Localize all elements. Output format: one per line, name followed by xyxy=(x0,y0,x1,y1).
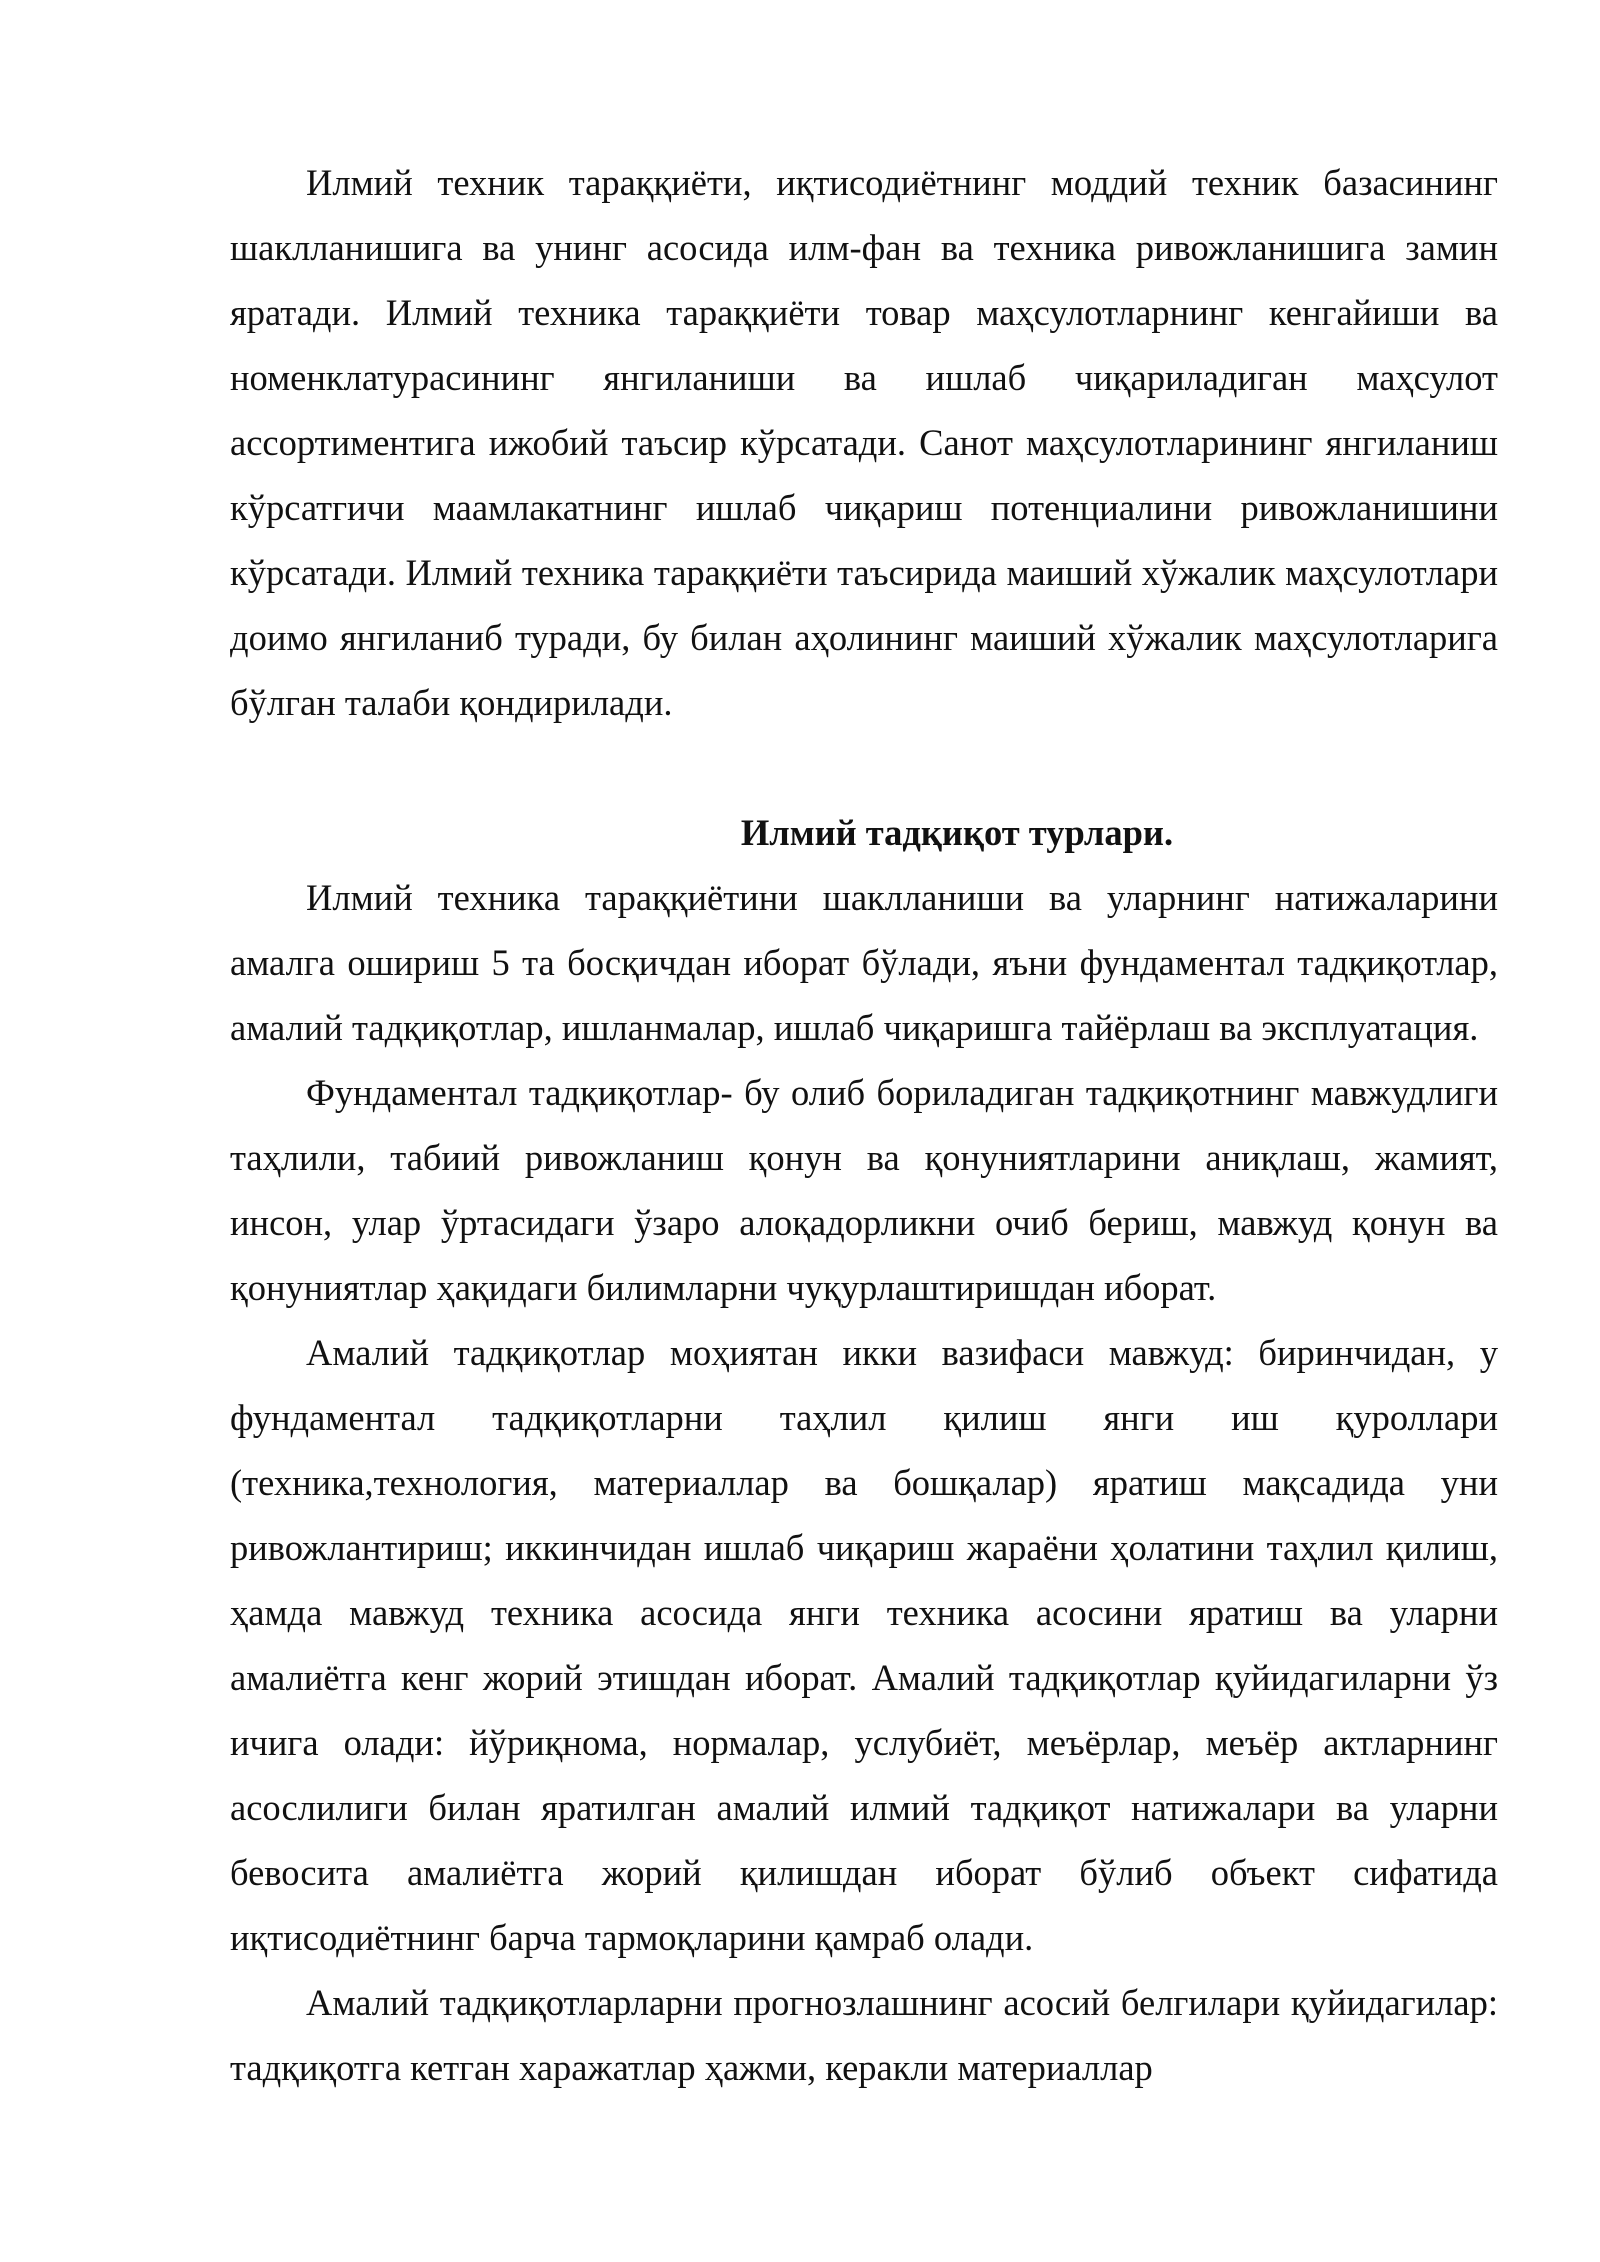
document-page xyxy=(230,150,1498,2100)
paragraph-intro: Илмий техник тараққиёти, иқтисодиётнинг моддий техник базасининг шаклланишига ва унинг асосида илм-фан ва техника ривожланишига замин яратади. Илмий техника тараққиёти товар маҳсулотларнинг кенгайиши ва номенклатурасининг янгиланиши ва ишлаб чиқариладиган маҳсулот ассортиментига ижобий таъсир кўрсатади. Санот маҳсулотларининг янгиланиш кўрсатгичи маамлакатнинг ишлаб чиқариш потенциалини ривожланишини кўрсатади. Илмий техника тараққиёти таъсирида маиший хўжалик маҳсулотлари доимо янгиланиб туради, бу билан аҳолининг маиший хўжалик маҳсулотларига бўлган талаби қондирилади. xyxy=(230,162,1498,723)
paragraph-fundamental: Фундаментал тадқиқотлар- бу олиб бориладиган тадқиқотнинг мавжудлиги таҳлили, табиий ривожланиш қонун ва қонуниятларини аниқлаш, жамият, инсон, улар ўртасидаги ўзаро алоқадорликни очиб бериш, мавжуд қонун ва қонуниятлар ҳақидаги билимларни чуқурлаштиришдан иборат. xyxy=(230,1072,1498,1308)
paragraph-stages: Илмий техника тараққиётини шаклланиши ва уларнинг натижаларини амалга ошириш 5 та босқичдан иборат бўлади, яъни фундаментал тадқиқотлар, амалий тадқиқотлар, ишланмалар, ишлаб чиқаришга тайёрлаш ва эксплуатация. xyxy=(230,877,1498,1048)
paragraph-applied: Амалий тадқиқотлар моҳиятан икки вазифаси мавжуд: биринчидан, у фундаментал тадқиқотларни таҳлил қилиш янги иш қуроллари (техника,технология, материаллар ва бошқалар) яратиш мақсадида уни ривожлантириш; иккинчидан ишлаб чиқариш жараёни ҳолатини таҳлил қилиш, ҳамда мавжуд техника асосида янги техника асосини яратиш ва уларни амалиётга кенг жорий этишдан иборат. Амалий тадқиқотлар қуйидагиларни ўз ичига олади: йўриқнома, нормалар, услубиёт, меъёрлар, меъёр актларнинг асослилиги билан яратилган амалий илмий тадқиқот натижалари ва уларни бевосита амалиётга жорий қилишдан иборат бўлиб объект сифатида иқтисодиётнинг барча тармоқларини қамраб олади. xyxy=(230,1332,1498,1958)
paragraph-forecasting: Амалий тадқиқотларларни прогнозлашнинг асосий белгилари қуйидагилар: тадқиқотга кетган харажатлар ҳажми, керакли материаллар xyxy=(230,1982,1498,2088)
section-heading: Илмий тадқиқот турлари. xyxy=(740,812,1174,853)
section-spacer xyxy=(230,735,1498,800)
